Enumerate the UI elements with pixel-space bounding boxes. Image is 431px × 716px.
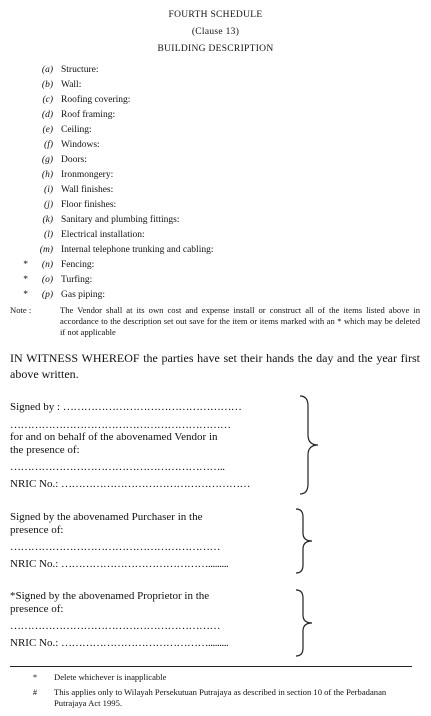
vendor-nric-label: NRIC No.: <box>10 478 59 490</box>
item-mark: * <box>23 260 28 270</box>
item-letter: (d) <box>41 110 53 120</box>
item-letter: (h) <box>41 170 53 180</box>
item-text: Fencing: <box>61 260 95 270</box>
vendor-on-behalf-label: for and on behalf of the abovenamed Vendor in <box>10 431 218 443</box>
item-letter: (e) <box>42 125 53 135</box>
item-text: Floor finishes: <box>61 200 117 210</box>
item-text: Ceiling: <box>61 125 92 135</box>
vendor-nric-line: NRIC No.: ……………………………………………… <box>10 478 251 490</box>
item-text: Windows: <box>61 140 100 150</box>
vendor-signed-by-label: Signed by : <box>10 401 61 413</box>
footnote-text: Delete whichever is inapplicable <box>54 672 167 682</box>
purchaser-signed-label-1: Signed by the abovenamed Purchaser in the <box>10 511 203 523</box>
item-text: Internal telephone trunking and cabling: <box>61 245 214 255</box>
purchaser-signed-label-2: presence of: <box>10 524 64 536</box>
footnote-symbol: * <box>32 672 38 682</box>
purchaser-dotted-line: …………………………………………………… <box>10 541 220 553</box>
item-text: Roofing covering: <box>61 95 131 105</box>
item-letter: (l) <box>44 230 53 240</box>
item-mark: * <box>23 290 28 300</box>
item-text: Gas piping: <box>61 290 106 300</box>
clause-reference: (Clause 13) <box>191 27 240 37</box>
note-text: The Vendor shall at its own cost and expense install or construct all of the items listed above in accordance to the description set out save for the item or items marked with an * which may be deleted if not applicable <box>60 305 420 337</box>
vendor-signed-by-line: Signed by : …………………………………………… <box>10 401 242 413</box>
item-letter: (j) <box>44 200 53 210</box>
item-letter: (a) <box>41 65 53 75</box>
item-text: Turfing: <box>61 275 93 285</box>
item-letter: (i) <box>44 185 53 195</box>
proprietor-dotted-line: …………………………………………………… <box>10 620 220 632</box>
item-letter: (f) <box>44 140 53 150</box>
purchaser-brace <box>294 507 318 575</box>
vendor-brace <box>298 394 324 496</box>
item-letter: (k) <box>42 215 53 225</box>
item-letter: (o) <box>41 275 53 285</box>
proprietor-nric-label: NRIC No.: <box>10 637 59 649</box>
purchaser-nric-label: NRIC No.: <box>10 558 59 570</box>
footnote-divider <box>10 666 412 667</box>
proprietor-nric-line: NRIC No.: ……………………………………......... <box>10 637 229 649</box>
item-letter: (m) <box>39 245 53 255</box>
witness-clause: IN WITNESS WHEREOF the parties have set their hands the day and the year first above written. <box>10 351 420 381</box>
schedule-title: FOURTH SCHEDULE <box>168 10 263 20</box>
item-letter: (n) <box>41 260 53 270</box>
item-text: Ironmongery: <box>61 170 114 180</box>
item-mark: * <box>23 275 28 285</box>
item-text: Wall: <box>61 80 82 90</box>
section-subtitle: BUILDING DESCRIPTION <box>157 44 274 54</box>
proprietor-brace <box>294 588 318 658</box>
proprietor-signed-label-1: *Signed by the abovenamed Proprietor in the <box>10 590 210 602</box>
note-label: Note : <box>10 305 32 315</box>
proprietor-signed-label-2: presence of: <box>10 603 64 615</box>
item-letter: (b) <box>41 80 53 90</box>
item-text: Roof framing: <box>61 110 116 120</box>
purchaser-nric-line: NRIC No.: ……………………………………......... <box>10 558 229 570</box>
vendor-presence-label: the presence of: <box>10 444 80 456</box>
vendor-witness-dotted-line: …………………………………………………….. <box>10 461 225 473</box>
item-text: Wall finishes: <box>61 185 114 195</box>
item-letter: (c) <box>42 95 53 105</box>
item-letter: (p) <box>41 290 53 300</box>
vendor-dotted-line: ……………………………………………………… <box>10 419 231 431</box>
footnote-text: This applies only to Wilayah Persekutuan Putrajaya as described in section 10 of the Perbadanan Putrajaya Act 1995. <box>54 687 387 708</box>
item-text: Doors: <box>61 155 87 165</box>
item-text: Sanitary and plumbing fittings: <box>61 215 180 225</box>
item-text: Electrical installation: <box>61 230 145 240</box>
footnote-symbol: # <box>32 687 38 697</box>
item-text: Structure: <box>61 65 99 75</box>
item-letter: (g) <box>41 155 53 165</box>
